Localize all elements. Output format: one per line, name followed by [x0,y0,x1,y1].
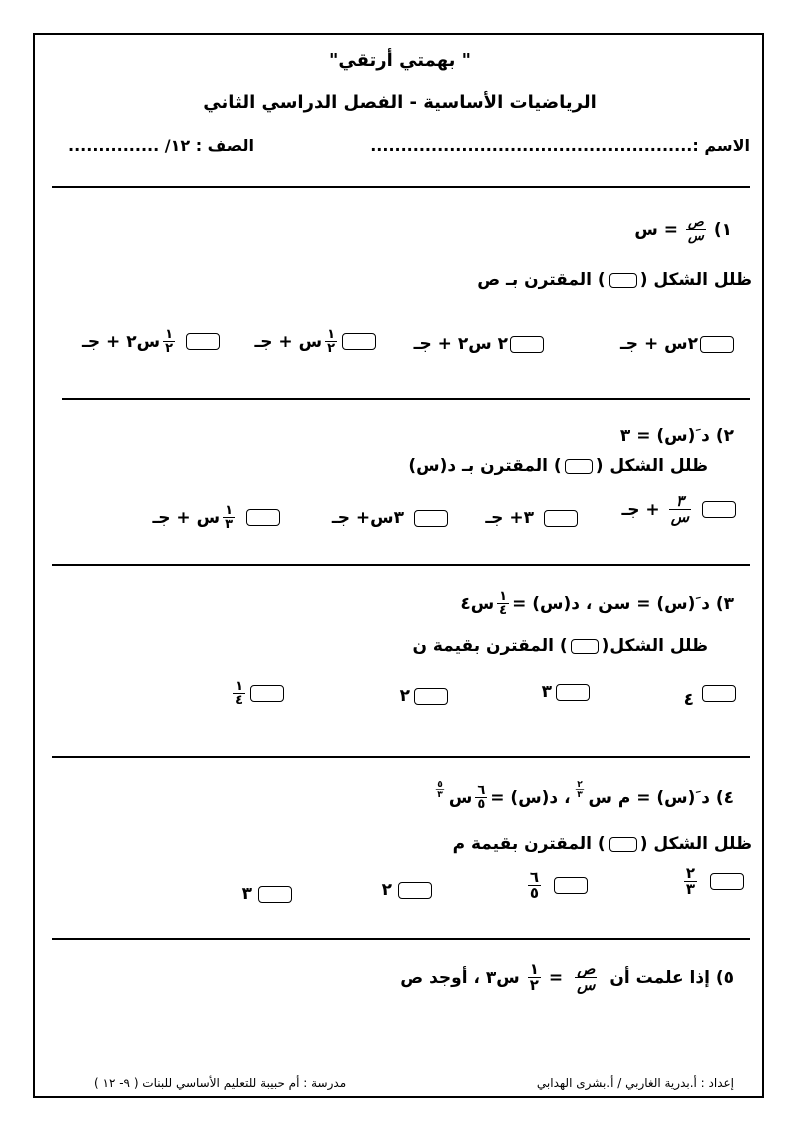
equation-text: س [448,787,473,808]
quarter-fraction [497,590,509,617]
fraction-numerator: ٦ [477,783,486,798]
q1-equation [634,216,732,243]
half-fraction [325,328,337,355]
option-label: ٣+ جـ [485,508,534,528]
q3-option-1[interactable] [684,676,736,710]
answer-checkbox[interactable] [544,510,578,527]
footer-school: مدرسة : أم حبيبة للتعليم الأساسي للبنات ( ٩- ١٢ ) [94,1076,347,1090]
half-fraction [528,962,541,993]
answer-checkbox[interactable] [258,886,292,903]
q4-option-1[interactable] [681,866,744,897]
q1-prompt [477,270,752,290]
prompt-text: ) المقترن بـ ص [477,270,606,290]
fraction-denominator: ٢ [529,976,539,994]
fraction-numerator: ٥ [437,779,443,790]
fraction-numerator: ٢ [685,864,695,882]
shade-box-icon [609,273,637,288]
answer-checkbox[interactable] [702,501,736,518]
exponent-fraction [436,780,444,799]
answer-checkbox[interactable] [700,336,734,353]
prompt-text: ظلل الشكل( [601,636,708,656]
divider [52,756,750,758]
q1-number: ١) [713,219,732,240]
option-label: ٣ [241,884,252,904]
divider [62,398,750,400]
dy-dx-fraction [686,216,706,243]
divider [52,564,750,566]
option-label: س + جـ [152,507,221,528]
six-fifths-fraction [475,784,487,811]
header-subtitle: الرياضيات الأساسية - الفصل الدراسي الثاني [203,92,597,113]
q2-prompt [408,456,708,476]
option-label: ٢س + جـ [620,334,698,354]
fraction-denominator: س [687,229,704,244]
q1-option-4[interactable] [82,328,220,355]
option-label: ٢ [381,880,392,900]
q1-option-2[interactable] [414,334,544,354]
fraction-numerator: ١ [165,327,173,342]
answer-checkbox[interactable] [250,685,284,702]
fraction-numerator: ١ [499,589,508,604]
question-text: س٣ ، أوجد ص [400,967,520,988]
third-fraction [223,504,235,531]
answer-checkbox[interactable] [342,333,376,350]
name-field[interactable]: الاسم :..................................................... [370,136,750,155]
fraction-numerator: ١ [529,960,539,978]
fraction-denominator: ٣ [437,789,443,800]
fraction-denominator: ٥ [477,797,486,812]
fraction-denominator: ٣ [685,880,695,898]
q1-option-3[interactable] [254,328,376,355]
option-label: ٢ [399,686,410,706]
option-label: ٢ س٢ + جـ [413,334,508,354]
option-label: ٣ [541,682,552,702]
fraction-denominator: ٣ [225,517,233,532]
fraction-numerator: ٦ [529,868,539,886]
prompt-text: ظلل الشكل ( [639,270,752,290]
prompt-text: ) المقترن بقيمة ن [412,636,568,656]
fraction-numerator: ٣ [675,492,684,510]
prompt-text: ظلل الشكل ( [639,834,752,854]
answer-checkbox[interactable] [710,873,744,890]
header-title: " بهمتي أرتقي" [328,50,471,71]
option-label: ٤ [683,690,694,710]
fraction-denominator: ٤ [499,603,508,618]
answer-checkbox[interactable] [398,882,432,899]
equation-text: ، د(س) = [490,787,571,808]
q2-equation: ٢) د َ(س) = ٣ [619,426,734,446]
q2-option-4[interactable] [152,504,280,531]
option-label: س + جـ [254,331,323,352]
fraction-numerator: ص [688,215,704,230]
answer-checkbox[interactable] [414,688,448,705]
fraction-denominator: ٢ [165,341,173,356]
q3-equation [460,590,734,617]
q4-option-2[interactable] [525,870,588,901]
answer-checkbox[interactable] [414,510,448,527]
exponent-fraction [575,780,583,799]
class-field[interactable]: الصف : ١٢/ ............... [68,136,254,155]
divider [52,938,750,940]
equation-text: س٤ [460,593,495,614]
equation-text: ٤) د َ(س) = م س [588,787,734,808]
fraction-numerator: ٢ [576,779,583,790]
answer-checkbox[interactable] [702,685,736,702]
q5-question [400,962,734,993]
equals-sign: = [548,967,564,988]
option-label: + جـ [621,499,660,520]
q4-option-4[interactable] [242,884,292,904]
quarter-fraction [233,680,245,707]
answer-checkbox[interactable] [510,336,544,353]
shade-box-icon [565,459,593,474]
fraction-denominator: ٢ [327,341,335,356]
prompt-text: ) المقترن بقيمة م [452,834,606,854]
six-fifths-fraction [528,870,541,901]
q3-option-2[interactable] [542,682,590,702]
q4-prompt [453,834,752,854]
prompt-text: ) المقترن بـ د(س) [408,456,562,476]
q2-option-3[interactable] [332,508,448,528]
equation-text: ٣) د َ(س) = سن ، د(س) = [512,593,734,614]
shade-box-icon [571,639,599,654]
fraction-denominator: س [670,508,689,526]
q1-rhs: = س [634,219,678,240]
fraction-numerator: ١ [225,503,233,518]
q4-equation [431,779,734,812]
fraction-numerator: ١ [235,679,243,694]
dy-dx-fraction [575,962,597,993]
shade-box-icon [609,837,637,852]
q1-option-1[interactable] [620,334,734,354]
fraction-numerator: ١ [327,327,335,342]
fraction-denominator: ٣ [576,789,583,800]
fraction-denominator: س [577,976,596,994]
prompt-text: ظلل الشكل ( [595,456,708,476]
answer-checkbox[interactable] [556,684,590,701]
footer-prepared-by: إعداد : أ.بدرية الغاربي / أ.بشرى الهدابي [536,1076,734,1090]
half-fraction [163,328,175,355]
answer-checkbox[interactable] [246,509,280,526]
answer-checkbox[interactable] [186,333,220,350]
fraction-denominator: ٤ [235,693,243,708]
three-over-x-fraction [669,494,691,525]
q2-option-1[interactable] [621,494,736,525]
q3-option-4[interactable] [230,680,284,707]
fraction-numerator: ص [577,960,596,978]
q3-option-3[interactable] [400,686,448,706]
divider [52,186,750,188]
option-label: س٢ + جـ [82,331,161,352]
two-thirds-fraction [684,866,697,897]
question-text: ٥) إذا علمت أن [609,967,734,988]
q3-prompt [412,636,708,656]
q4-option-3[interactable] [382,880,432,900]
option-label: ٣س+ جـ [331,508,404,528]
q2-option-2[interactable] [485,508,578,528]
fraction-denominator: ٥ [529,884,539,902]
answer-checkbox[interactable] [554,877,588,894]
